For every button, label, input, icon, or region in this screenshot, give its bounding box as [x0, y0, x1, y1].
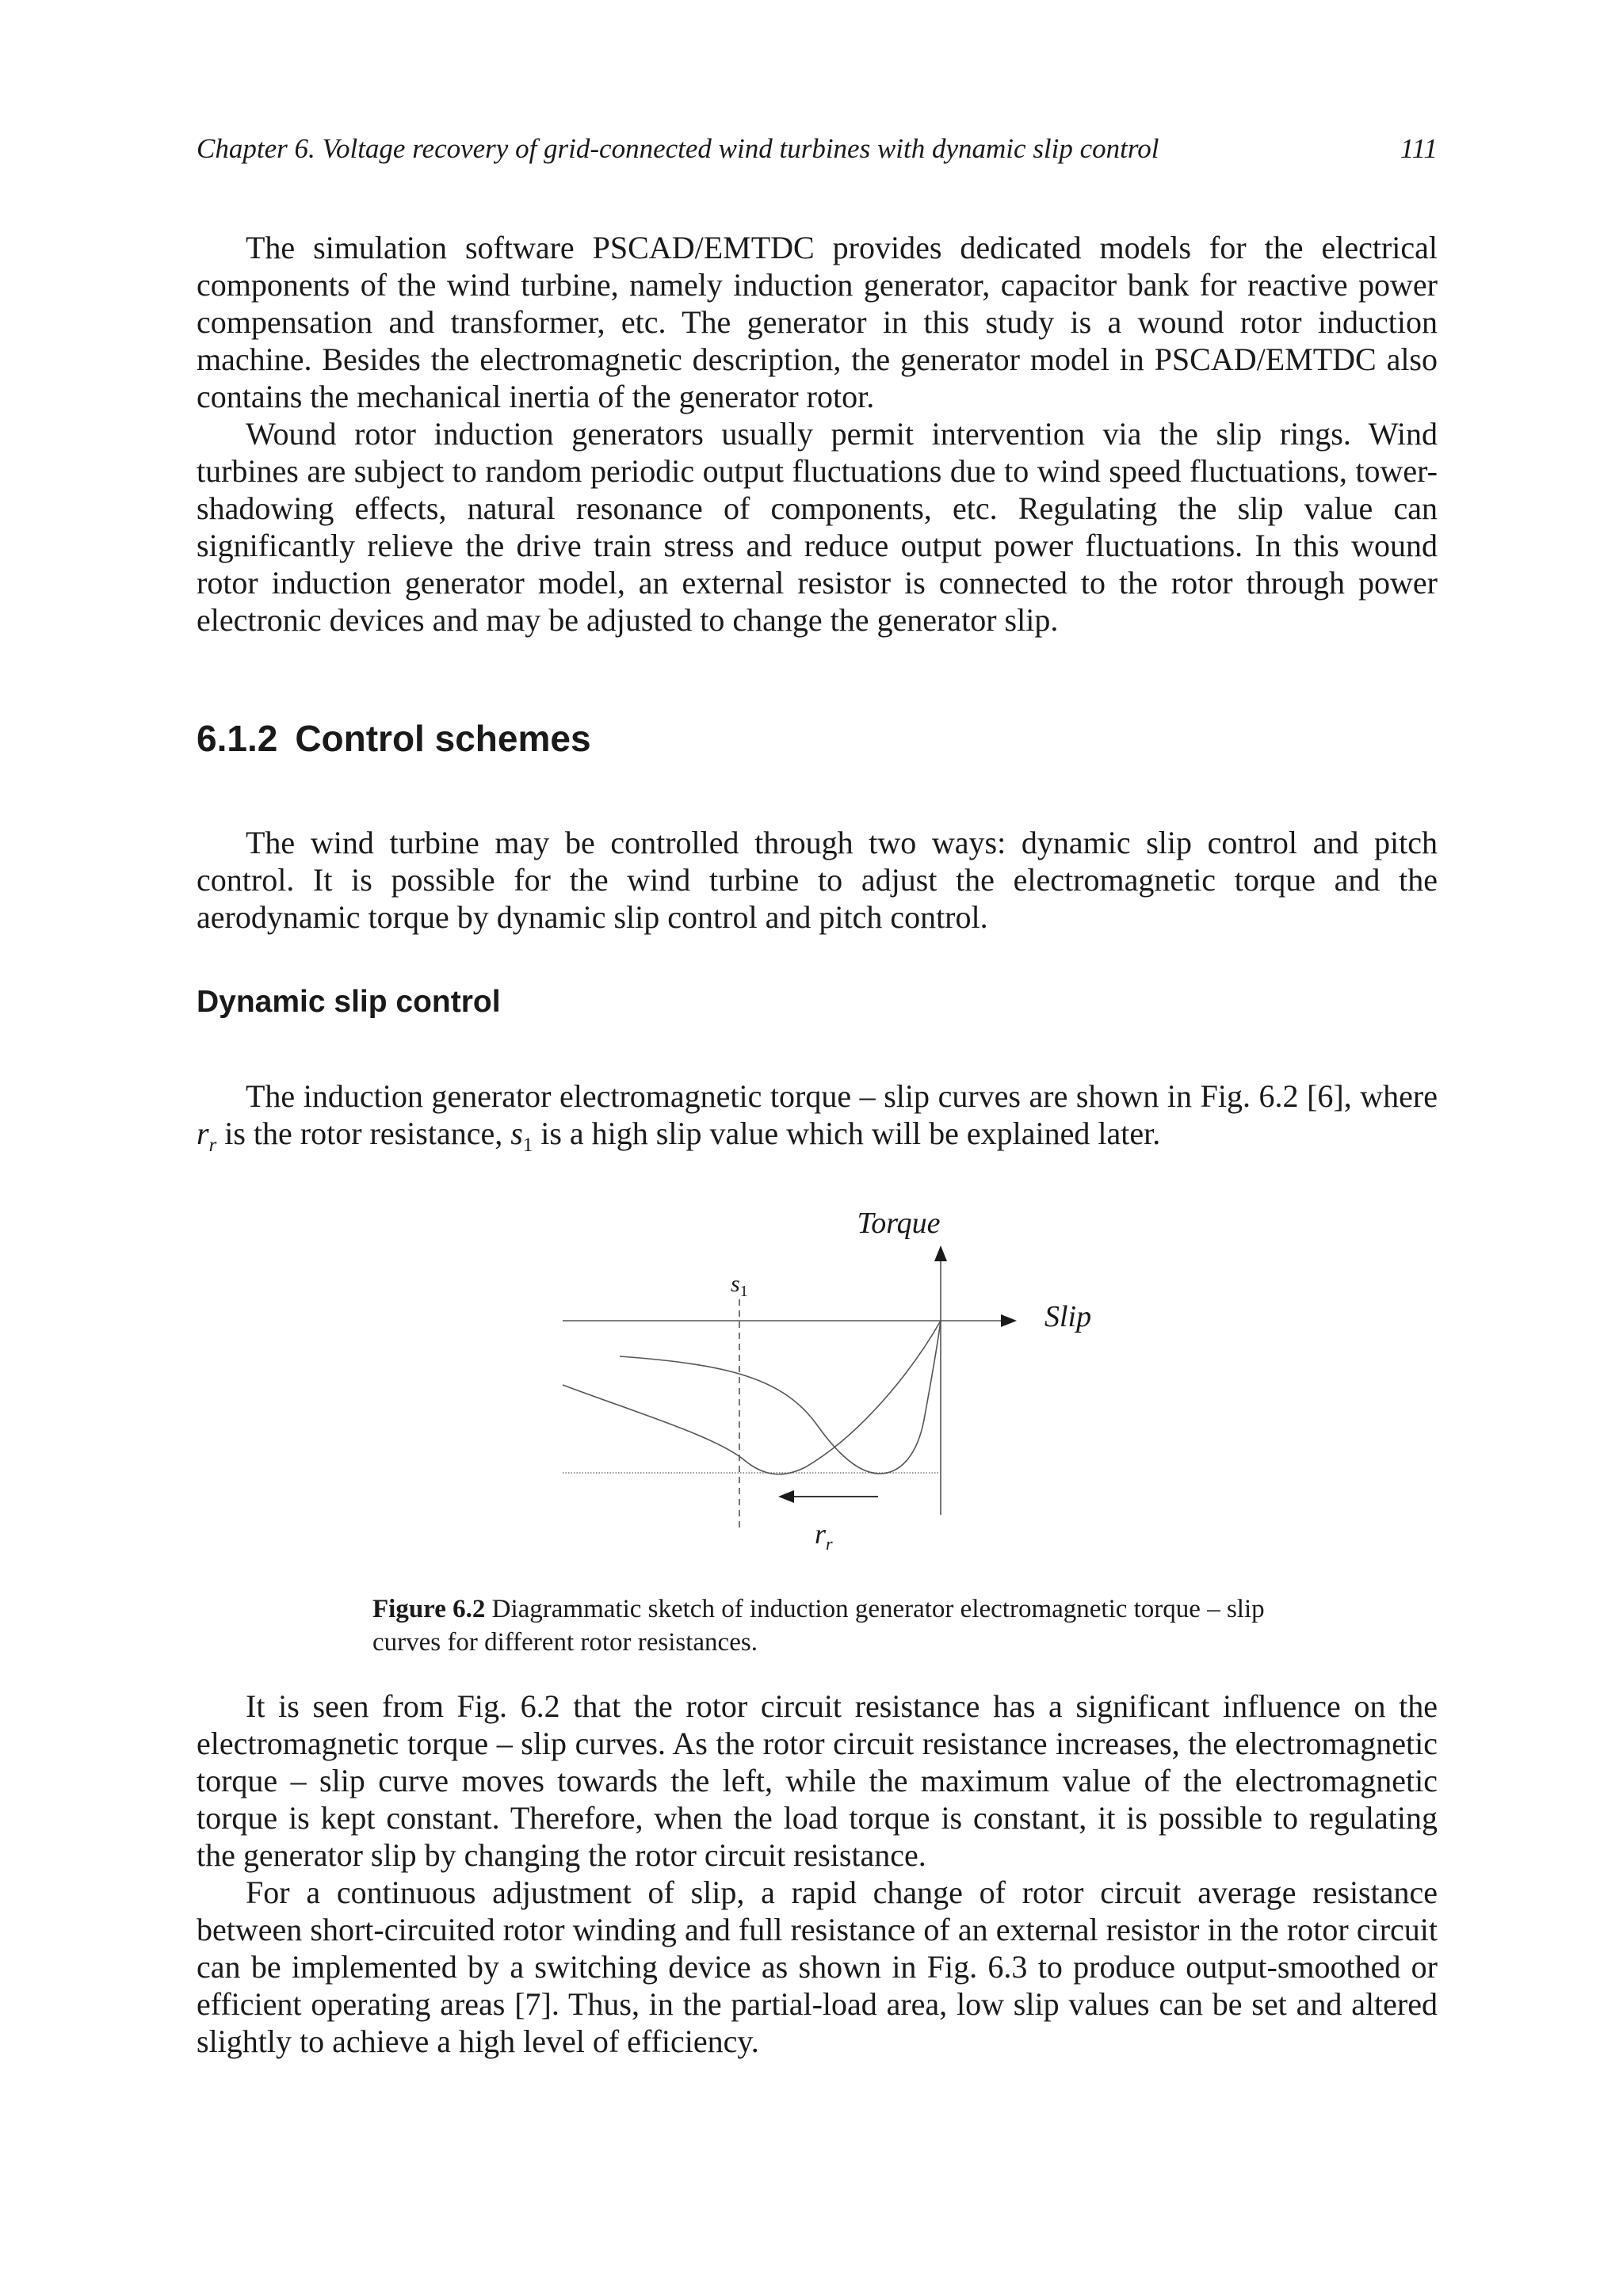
s1-marker-label: $s_1$ — [731, 1271, 748, 1300]
torque-curve-high-resistance — [563, 1321, 941, 1474]
torque-slip-figure — [547, 1188, 1117, 1569]
figure-caption — [372, 1592, 1276, 1659]
chapter-title: Chapter 6. Voltage recovery of grid-connected wind turbines with dynamic slip control — [197, 133, 1159, 164]
rotor-resistance-label: $r_r$ — [815, 1518, 833, 1554]
torque-slip-diagram — [547, 1188, 1117, 1569]
paragraph: For a continuous adjustment of slip, a rapid change of rotor circuit average resistance between short-circuited rotor winding and full resistance of an external resistor in the rotor circuit can be implemented by a switching device as shown in Fig. 6.3 to produce output-smoothed or efficient operating areas [7]. Thus, in the partial-load area, low slip values can be set and altered slightly to achieve a high level of efficiency. — [197, 1875, 1438, 2059]
y-axis-arrowhead — [934, 1245, 947, 1261]
torque-curve-low-resistance — [620, 1321, 941, 1474]
y-axis-label: Torque — [857, 1207, 941, 1240]
resistance-arrowhead — [778, 1490, 794, 1503]
closing-text-block — [197, 1688, 1438, 2060]
text-run: is the rotor resistance, — [224, 1116, 503, 1151]
section-number: 6.1.2 — [197, 718, 278, 759]
paragraph: Wound rotor induction generators usually permit intervention via the slip rings. Wind turbines are subject to random periodic output fluctuations due to wind speed fluctuations, tower-shadowing effects, natural resonance of components, etc. Regulating the slip value can significantly relieve the drive train stress and reduce output power fluctuations. In this wound rotor induction generator model, an external resistor is connected to the rotor through power electronic devices and may be adjusted to change the generator slip. — [197, 416, 1438, 638]
dynamic-slip-text-block — [197, 1077, 1438, 1164]
text-run: is a high slip value which will be explained later. — [540, 1116, 1161, 1151]
paragraph: The simulation software PSCAD/EMTDC provides dedicated models for the electrical components of the wind turbine, namely induction generator, capacitor bank for reactive power compensation and transformer, etc. The generator in this study is a wound rotor induction machine. Besides the electromagnetic description, the generator model in PSCAD/EMTDC also contains the mechanical inertia of the generator rotor. — [197, 230, 1438, 414]
x-axis-label: Slip — [1044, 1300, 1092, 1333]
section-title: Control schemes — [295, 718, 591, 759]
paragraph: The wind turbine may be controlled through two ways: dynamic slip control and pitch control. It is possible for the wind turbine to adjust the electromagnetic torque and the aerodynamic torque by dynamic slip control and pitch control. — [197, 825, 1438, 935]
caption-text: Diagrammatic sketch of induction generator electromagnetic torque – slip curves for different rotor resistances. — [372, 1595, 1265, 1657]
x-axis-arrowhead — [1001, 1314, 1017, 1327]
running-header — [197, 132, 1438, 166]
intro-text-block — [197, 229, 1438, 639]
text-run: The induction generator electromagnetic torque – slip curves are shown in Fig. 6.2 [6], where — [246, 1078, 1438, 1114]
caption-label: Figure 6.2 — [372, 1595, 486, 1623]
control-text-block — [197, 824, 1438, 936]
paragraph — [197, 1077, 1438, 1164]
rotor-resistance-symbol: $r_r$ — [197, 1116, 217, 1156]
page-number: 111 — [1400, 133, 1438, 164]
slip-symbol: $s_1$ — [510, 1116, 533, 1156]
section-heading — [197, 716, 591, 761]
paragraph: It is seen from Fig. 6.2 that the rotor circuit resistance has a significant influence on the electromagnetic torque – slip curves. As the rotor circuit resistance increases, the electromagnetic torque – slip curve moves towards the left, while the maximum value of the electromagnetic torque is kept constant. Therefore, when the load torque is constant, it is possible to regulating the generator slip by changing the rotor circuit resistance. — [197, 1688, 1438, 1873]
subsection-heading: Dynamic slip control — [197, 985, 501, 1019]
